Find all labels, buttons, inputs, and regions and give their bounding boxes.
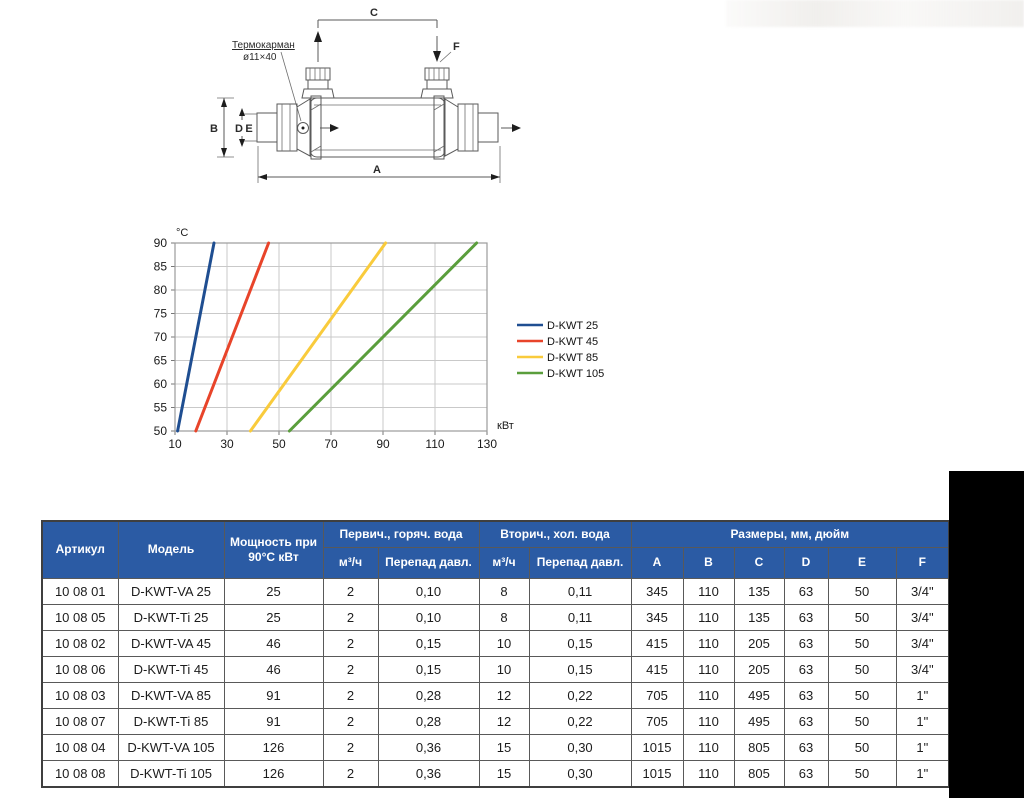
table-row	[42, 708, 949, 734]
table-cell: 10 08 02	[42, 630, 118, 656]
table-row	[42, 604, 949, 630]
table-cell: 63	[784, 604, 828, 630]
y-tick-label: 50	[153, 424, 167, 438]
table-cell: 8	[479, 604, 529, 630]
table-cell: 110	[683, 656, 734, 682]
table-cell: D-KWT-Ti 85	[118, 708, 224, 734]
legend-label: D-KWT 45	[547, 336, 599, 348]
table-cell: 1"	[896, 708, 949, 734]
x-axis-unit: кВт	[497, 420, 514, 432]
thermowell-size-label: ø11×40	[243, 52, 277, 63]
col-header-pressure-secondary: Перепад давл.	[529, 547, 631, 578]
table-row	[42, 656, 949, 682]
table-cell: D-KWT-Ti 45	[118, 656, 224, 682]
table-cell: 0,28	[378, 708, 479, 734]
y-tick-label: 60	[153, 377, 167, 391]
col-group-primary: Первич., горяч. вода	[323, 521, 479, 547]
y-tick-label: 70	[153, 330, 167, 344]
table-cell: 2	[323, 708, 378, 734]
spec-table	[41, 520, 950, 788]
table-cell: 0,22	[529, 682, 631, 708]
right-coupling	[445, 99, 498, 156]
table-cell: 63	[784, 734, 828, 760]
table-cell: 50	[828, 604, 896, 630]
table-cell: D-KWT-VA 25	[118, 578, 224, 604]
table-cell: 10	[479, 630, 529, 656]
table-cell: 1"	[896, 734, 949, 760]
table-cell: 10 08 08	[42, 760, 118, 787]
table-cell: 110	[683, 630, 734, 656]
table-cell: 10 08 05	[42, 604, 118, 630]
inlet-flow-arrow-icon	[330, 124, 339, 132]
thermowell-label: Термокарман	[232, 40, 295, 51]
table-cell: 3/4"	[896, 630, 949, 656]
x-tick-label: 10	[168, 437, 182, 451]
table-cell: 10 08 06	[42, 656, 118, 682]
table-cell: 110	[683, 734, 734, 760]
outlet-flow-arrow-icon	[512, 124, 521, 132]
table-cell: 50	[828, 734, 896, 760]
y-axis-unit: °C	[176, 227, 189, 239]
y-tick-label: 75	[153, 306, 167, 321]
table-row	[42, 578, 949, 604]
table-cell: 415	[631, 656, 683, 682]
table-cell: 805	[734, 734, 784, 760]
table-cell: 2	[323, 578, 378, 604]
table-cell: 10 08 07	[42, 708, 118, 734]
top-port-left	[302, 68, 334, 98]
table-cell: 495	[734, 708, 784, 734]
col-header-model: Модель	[118, 521, 224, 578]
col-group-secondary: Вторич., хол. вода	[479, 521, 631, 547]
table-cell: 1"	[896, 760, 949, 787]
x-tick-label: 30	[220, 437, 234, 451]
table-cell: D-KWT-Ti 25	[118, 604, 224, 630]
col-header-artikul: Артикул	[42, 521, 118, 578]
table-cell: 0,11	[529, 578, 631, 604]
faded-scan-artifact	[726, 0, 1024, 27]
col-header-dim-e: E	[828, 547, 896, 578]
table-cell: 110	[683, 708, 734, 734]
table-cell: 110	[683, 604, 734, 630]
y-tick-label: 65	[153, 353, 167, 368]
table-cell: 50	[828, 630, 896, 656]
left-coupling	[244, 99, 310, 156]
table-cell: 2	[323, 734, 378, 760]
chart-canvas	[140, 222, 680, 470]
table-cell: 91	[224, 682, 323, 708]
table-cell: 0,28	[378, 682, 479, 708]
table-cell: 3/4"	[896, 656, 949, 682]
table-cell: 10 08 01	[42, 578, 118, 604]
table-row	[42, 682, 949, 708]
y-tick-label: 80	[153, 283, 167, 297]
y-tick-label: 90	[153, 236, 167, 250]
table-cell: 8	[479, 578, 529, 604]
col-group-dimensions: Размеры, мм, дюйм	[631, 521, 949, 547]
table-cell: 63	[784, 708, 828, 734]
table-cell: 50	[828, 656, 896, 682]
table-cell: 0,36	[378, 760, 479, 787]
table-cell: 345	[631, 604, 683, 630]
x-tick-label: 90	[376, 437, 390, 451]
table-cell: 3/4"	[896, 604, 949, 630]
table-cell: D-KWT-VA 85	[118, 682, 224, 708]
dim-label-c: C	[370, 7, 378, 19]
table-cell: 46	[224, 630, 323, 656]
table-cell: D-KWT-VA 45	[118, 630, 224, 656]
table-cell: 1015	[631, 760, 683, 787]
dim-label-f: F	[453, 41, 460, 53]
table-cell: 46	[224, 656, 323, 682]
table-row	[42, 760, 949, 787]
table-cell: 15	[479, 760, 529, 787]
table-cell: 2	[323, 630, 378, 656]
dim-label-a: A	[373, 164, 381, 176]
legend-label: D-KWT 85	[547, 352, 599, 364]
table-cell: 126	[224, 760, 323, 787]
table-cell: D-KWT-Ti 105	[118, 760, 224, 787]
table-cell: 0,22	[529, 708, 631, 734]
table-cell: 205	[734, 656, 784, 682]
table-cell: 345	[631, 578, 683, 604]
col-header-dim-f: F	[896, 547, 949, 578]
top-port-right	[421, 68, 453, 98]
chart-legend	[517, 320, 604, 380]
table-cell: 25	[224, 578, 323, 604]
col-header-dim-d: D	[784, 547, 828, 578]
x-tick-label: 110	[425, 437, 445, 451]
table-cell: 2	[323, 682, 378, 708]
table-cell: 135	[734, 604, 784, 630]
col-header-dim-b: B	[683, 547, 734, 578]
table-cell: 135	[734, 578, 784, 604]
legend-label: D-KWT 25	[547, 320, 599, 332]
table-cell: 0,15	[378, 656, 479, 682]
chart-ticks	[154, 236, 498, 451]
table-cell: 805	[734, 760, 784, 787]
x-tick-label: 130	[476, 437, 498, 451]
table-cell: 12	[479, 682, 529, 708]
x-tick-label: 70	[324, 437, 338, 451]
table-cell: 63	[784, 630, 828, 656]
table-cell: 110	[683, 682, 734, 708]
col-header-dim-a: A	[631, 547, 683, 578]
heat-exchanger-diagram	[170, 0, 590, 212]
table-cell: 50	[828, 682, 896, 708]
table-cell: 10 08 03	[42, 682, 118, 708]
table-cell: 63	[784, 578, 828, 604]
y-tick-label: 55	[153, 400, 167, 415]
performance-chart	[140, 222, 680, 470]
legend-label: D-KWT 105	[547, 368, 605, 380]
col-header-power: Мощность при 90°С кВт	[224, 521, 323, 578]
table-cell: 1"	[896, 682, 949, 708]
table-cell: 15	[479, 734, 529, 760]
y-tick-label: 85	[153, 259, 167, 274]
table-cell: 25	[224, 604, 323, 630]
table-cell: 2	[323, 604, 378, 630]
table-cell: 0,15	[378, 630, 479, 656]
table-cell: 205	[734, 630, 784, 656]
col-header-flow-primary: м³/ч	[323, 547, 378, 578]
down-arrow-icon	[433, 51, 441, 62]
table-cell: D-KWT-VA 105	[118, 734, 224, 760]
chart-grid	[175, 243, 487, 431]
table-cell: 2	[323, 656, 378, 682]
table-body	[42, 578, 949, 787]
table-cell: 110	[683, 760, 734, 787]
col-header-dim-c: C	[734, 547, 784, 578]
table-cell: 0,10	[378, 604, 479, 630]
table-cell: 12	[479, 708, 529, 734]
table-cell: 0,11	[529, 604, 631, 630]
col-header-pressure-primary: Перепад давл.	[378, 547, 479, 578]
table-cell: 2	[323, 760, 378, 787]
black-redaction-box	[949, 471, 1024, 798]
table-cell: 0,10	[378, 578, 479, 604]
col-header-flow-secondary: м³/ч	[479, 547, 529, 578]
table-cell: 10 08 04	[42, 734, 118, 760]
up-arrow-icon	[314, 31, 322, 42]
table-cell: 50	[828, 708, 896, 734]
table-row	[42, 734, 949, 760]
table-cell: 0,15	[529, 656, 631, 682]
table-cell: 63	[784, 682, 828, 708]
table-cell: 1015	[631, 734, 683, 760]
table-cell: 126	[224, 734, 323, 760]
table-cell: 0,15	[529, 630, 631, 656]
table-row	[42, 630, 949, 656]
table-cell: 705	[631, 682, 683, 708]
table-cell: 63	[784, 656, 828, 682]
dim-label-e: E	[245, 123, 253, 135]
table-cell: 0,36	[378, 734, 479, 760]
table-cell: 495	[734, 682, 784, 708]
table-cell: 110	[683, 578, 734, 604]
table-cell: 63	[784, 760, 828, 787]
table-cell: 91	[224, 708, 323, 734]
dim-label-d: D	[235, 123, 243, 135]
table-cell: 705	[631, 708, 683, 734]
table-cell: 0,30	[529, 760, 631, 787]
table-cell: 50	[828, 578, 896, 604]
x-tick-label: 50	[272, 437, 286, 451]
table-cell: 415	[631, 630, 683, 656]
table-cell: 10	[479, 656, 529, 682]
table-cell: 50	[828, 760, 896, 787]
table-cell: 3/4"	[896, 578, 949, 604]
table-cell: 0,30	[529, 734, 631, 760]
dim-label-b: B	[210, 123, 218, 135]
